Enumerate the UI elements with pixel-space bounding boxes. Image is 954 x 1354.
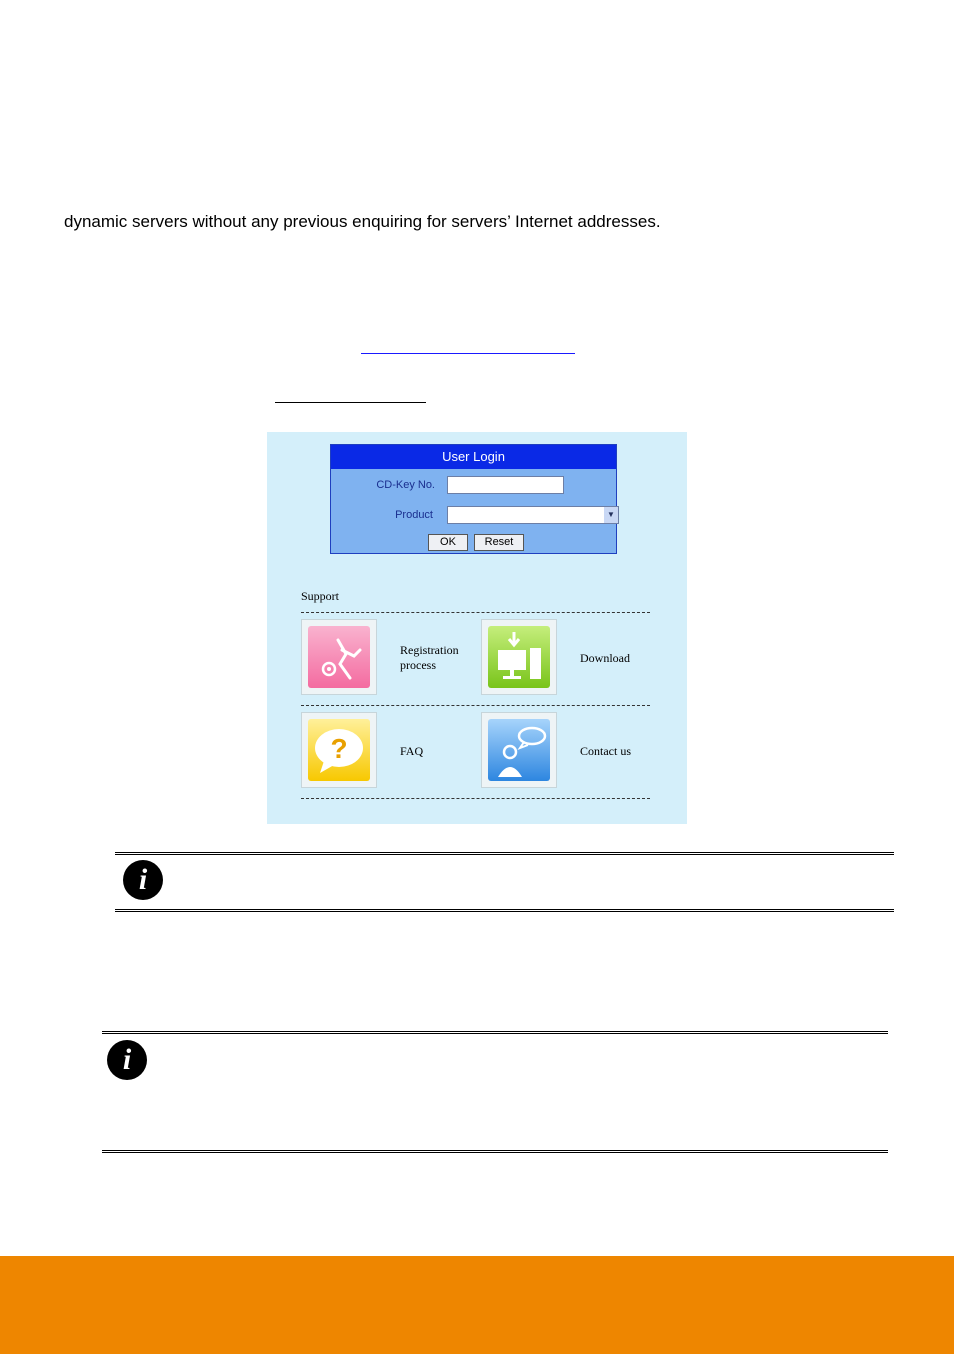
contact-tile[interactable] (481, 712, 557, 788)
product-label: Product (395, 509, 433, 521)
registration-tile[interactable] (301, 619, 377, 695)
login-title: User Login (331, 445, 616, 469)
download-label[interactable]: Download (580, 651, 630, 665)
faq-tile[interactable] (301, 712, 377, 788)
note-rule-top (115, 852, 894, 855)
chevron-down-icon[interactable]: ▼ (604, 507, 618, 523)
cdkey-label: CD-Key No. (376, 479, 435, 491)
reset-button[interactable]: Reset (474, 534, 524, 551)
user-login-box (330, 444, 617, 554)
registration-label-line2: process (400, 658, 436, 672)
contact-label[interactable]: Contact us (580, 744, 631, 758)
website-screenshot-panel (267, 432, 687, 824)
info-icon: i (107, 1040, 147, 1080)
question-bubble-icon (308, 719, 370, 781)
registration-label[interactable] (400, 643, 459, 673)
divider (301, 612, 650, 613)
cdkey-input[interactable] (447, 476, 564, 494)
download-tile[interactable] (481, 619, 557, 695)
faq-label[interactable]: FAQ (400, 744, 424, 758)
info-icon: i (123, 860, 163, 900)
contact-person-icon (488, 719, 550, 781)
registration-label-line1: Registration (400, 643, 459, 657)
support-heading: Support (301, 589, 340, 603)
svg-text:?: ? (330, 733, 348, 764)
wrench-tools-icon (308, 626, 370, 688)
divider (301, 798, 650, 799)
page-footer-bar (0, 1256, 954, 1354)
hyperlink-underline-secondary[interactable] (275, 402, 426, 403)
download-computer-icon (488, 626, 550, 688)
intro-paragraph: dynamic servers without any previous enquiring for servers’ Internet addresses. (64, 212, 661, 231)
ok-button[interactable]: OK (428, 534, 468, 551)
note-rule-bottom (102, 1150, 888, 1153)
note-rule-top (102, 1031, 888, 1034)
product-select[interactable] (447, 506, 619, 524)
hyperlink-underline[interactable] (361, 353, 575, 354)
divider (301, 705, 650, 706)
note-rule-bottom (115, 909, 894, 912)
